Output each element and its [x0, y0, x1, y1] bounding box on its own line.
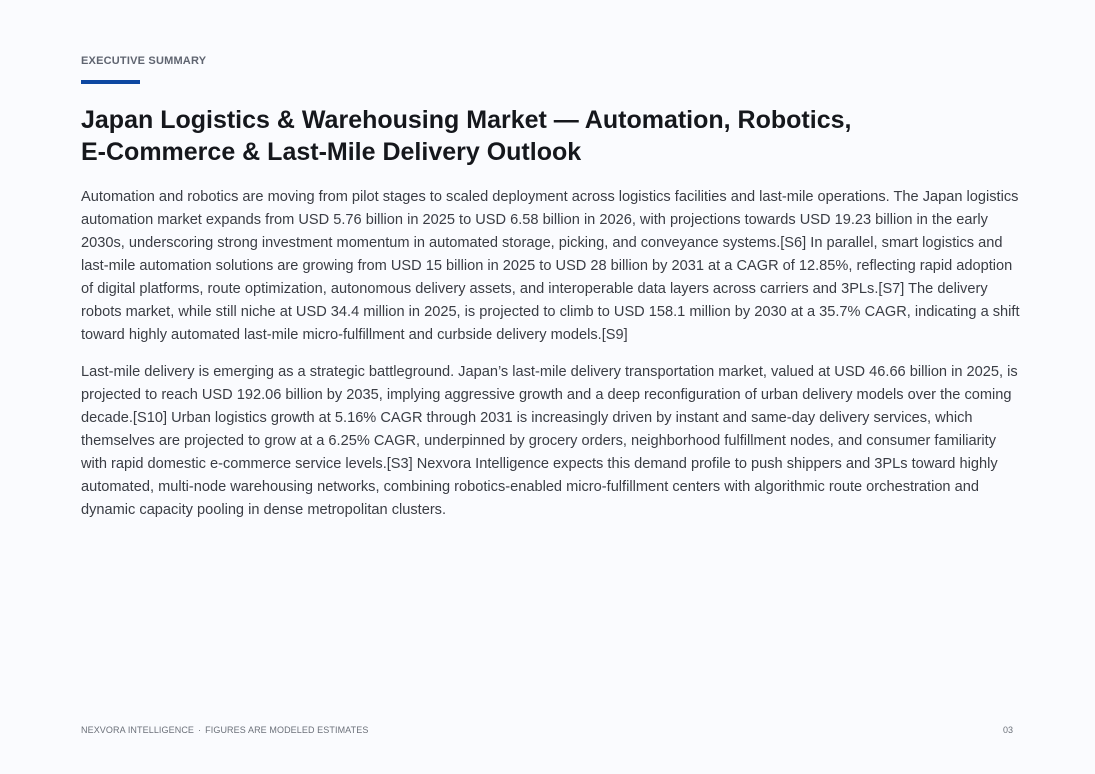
- page-title-line-1: Japan Logistics & Warehousing Market — Automation, Robotics,: [81, 106, 852, 134]
- paragraph-automation-robotics: Automation and robotics are moving from pilot stages to scaled deployment across logistics facilities and last-mile operations. The Japan logistics automation market expands from USD 5.76 billion in 2025 to USD 6.58 billion in 2026, with projections towards USD 19.23 billion in the early 2030s, underscoring strong investment momentum in automated storage, picking, and conveyance systems.[S6] In parallel, smart logistics and last-mile automation solutions are growing from USD 15 billion in 2025 to USD 28 billion by 2031 at a CAGR of 12.85%, reflecting rapid adoption of digital platforms, route optimization, autonomous delivery assets, and interoperable data layers across carriers and 3PLs.[S7] The delivery robots market, while still niche at USD 34.4 million in 2025, is projected to climb to USD 158.1 million by 2030 at a 35.7% CAGR, indicating a shift toward highly automated last-mile micro-fulfillment and curbside delivery models.[S9]: [81, 189, 1020, 343]
- page-title-line-2: E-Commerce & Last-Mile Delivery Outlook: [81, 138, 582, 166]
- body-text: [81, 186, 1021, 536]
- footer-note: [81, 725, 368, 735]
- accent-divider: [81, 80, 140, 84]
- footer-disclaimer: FIGURES ARE MODELED ESTIMATES: [205, 725, 369, 735]
- footer-separator: ·: [198, 725, 202, 735]
- paragraph-last-mile-delivery: Last-mile delivery is emerging as a strategic battleground. Japan’s last-mile delivery transportation market, valued at USD 46.66 billion in 2025, is projected to reach USD 192.06 billion by 2035, implying aggressive growth and a deep reconfiguration of urban delivery models over the coming decade.[S10] Urban logistics growth at 5.16% CAGR through 2031 is increasingly driven by instant and same-day delivery services, which themselves are projected to grow at a 6.25% CAGR, underpinned by grocery orders, neighborhood fulfillment nodes, and consumer familiarity with rapid domestic e-commerce service levels.[S3] Nexvora Intelligence expects this demand profile to push shippers and 3PLs toward highly automated, multi-node warehousing networks, combining robotics-enabled micro-fulfillment centers with algorithmic route orchestration and dynamic capacity pooling in dense metropolitan clusters.: [81, 364, 1018, 518]
- page-number: 03: [1002, 725, 1013, 735]
- page-title: [81, 104, 981, 168]
- section-label: EXECUTIVE SUMMARY: [81, 55, 207, 67]
- footer-brand: NEXVORA INTELLIGENCE: [81, 725, 195, 735]
